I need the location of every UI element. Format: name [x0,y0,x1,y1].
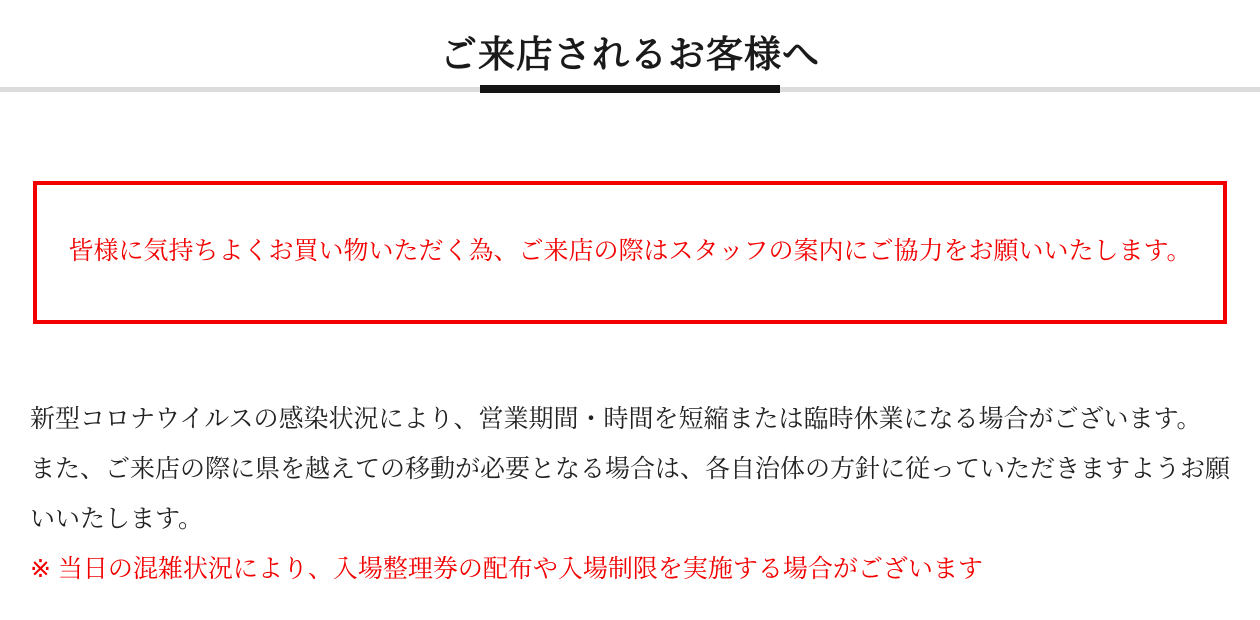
page-header [0,0,1260,92]
title-divider [0,87,1260,92]
body-copy [30,394,1230,594]
caution-note: ※ 当日の混雑状況により、入場整理券の配布や入場制限を実施する場合がございます [30,554,983,583]
notice-box [33,181,1227,324]
body-line-2: また、ご来店の際に県を越えての移動が必要となる場合は、各自治体の方針に従っていただきますようお願いいたします。 [30,454,1231,533]
notice-text: 皆様に気持ちよくお買い物いただく為、ご来店の際はスタッフの案内にご協力をお願いいたします。 [68,237,1192,266]
title-underline-accent [480,85,780,93]
body-line-1: 新型コロナウイルスの感染状況により、営業期間・時間を短縮または臨時休業になる場合がございます。 [30,404,1202,433]
page-title: ご来店されるお客様へ [440,34,820,75]
